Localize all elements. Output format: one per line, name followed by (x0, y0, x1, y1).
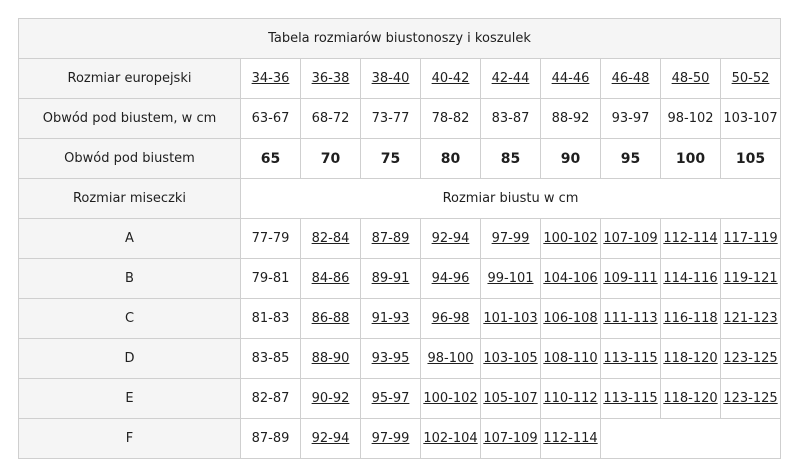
bust-size-cell[interactable]: 82-84 (301, 219, 361, 259)
underbust-cm-cell: 63-67 (241, 99, 301, 139)
bust-size-header: Rozmiar biustu w cm (241, 179, 781, 219)
bust-size-cell[interactable]: 94-96 (421, 259, 481, 299)
underbust-row (19, 139, 781, 179)
underbust-cell: 65 (241, 139, 301, 179)
european-size-cell[interactable]: 48-50 (661, 59, 721, 99)
european-size-cell[interactable]: 40-42 (421, 59, 481, 99)
bust-size-cell[interactable]: 113-115 (601, 339, 661, 379)
bust-size-cell[interactable]: 123-125 (721, 339, 781, 379)
bust-size-cell[interactable]: 102-104 (421, 419, 481, 459)
bust-size-cell[interactable]: 93-95 (361, 339, 421, 379)
underbust-cell: 75 (361, 139, 421, 179)
cup-row-f (19, 419, 781, 459)
cup-row-d (19, 339, 781, 379)
bust-size-cell[interactable]: 111-113 (601, 299, 661, 339)
bust-size-cell[interactable]: 116-118 (661, 299, 721, 339)
underbust-cm-cell: 83-87 (481, 99, 541, 139)
bust-size-cell[interactable]: 99-101 (481, 259, 541, 299)
bust-size-cell[interactable]: 84-86 (301, 259, 361, 299)
european-size-cell[interactable]: 34-36 (241, 59, 301, 99)
european-size-cell[interactable]: 36-38 (301, 59, 361, 99)
cup-label: D (19, 339, 241, 379)
underbust-cell: 105 (721, 139, 781, 179)
underbust-cell: 70 (301, 139, 361, 179)
bust-size-cell[interactable]: 123-125 (721, 379, 781, 419)
underbust-cm-cell: 73-77 (361, 99, 421, 139)
bust-size-cell[interactable]: 101-103 (481, 299, 541, 339)
cup-row-e (19, 379, 781, 419)
bust-size-cell[interactable]: 92-94 (421, 219, 481, 259)
empty-cell (601, 419, 781, 459)
table-title: Tabela rozmiarów biustonoszy i koszulek (19, 19, 781, 59)
underbust-cm-cell: 78-82 (421, 99, 481, 139)
underbust-cm-label: Obwód pod biustem, w cm (19, 99, 241, 139)
underbust-cell: 90 (541, 139, 601, 179)
cup-label: E (19, 379, 241, 419)
bust-size-cell[interactable]: 90-92 (301, 379, 361, 419)
underbust-cm-cell: 103-107 (721, 99, 781, 139)
european-size-cell[interactable]: 42-44 (481, 59, 541, 99)
bust-size-cell[interactable]: 91-93 (361, 299, 421, 339)
bust-size-cell[interactable]: 109-111 (601, 259, 661, 299)
bust-size-cell[interactable]: 95-97 (361, 379, 421, 419)
bust-size-cell: 87-89 (241, 419, 301, 459)
cup-label: C (19, 299, 241, 339)
bust-size-cell[interactable]: 104-106 (541, 259, 601, 299)
underbust-cm-cell: 93-97 (601, 99, 661, 139)
underbust-cm-cell: 68-72 (301, 99, 361, 139)
bust-size-cell[interactable]: 103-105 (481, 339, 541, 379)
european-size-cell[interactable]: 38-40 (361, 59, 421, 99)
underbust-cell: 80 (421, 139, 481, 179)
european-size-label: Rozmiar europejski (19, 59, 241, 99)
bust-size-cell[interactable]: 110-112 (541, 379, 601, 419)
bust-size-cell[interactable]: 107-109 (481, 419, 541, 459)
bust-size-cell: 77-79 (241, 219, 301, 259)
bust-size-cell[interactable]: 97-99 (481, 219, 541, 259)
bust-size-cell[interactable]: 87-89 (361, 219, 421, 259)
bust-size-cell[interactable]: 117-119 (721, 219, 781, 259)
cup-row-c (19, 299, 781, 339)
bust-size-cell[interactable]: 96-98 (421, 299, 481, 339)
bust-size-cell: 83-85 (241, 339, 301, 379)
underbust-cell: 95 (601, 139, 661, 179)
bust-size-cell[interactable]: 119-121 (721, 259, 781, 299)
bust-size-cell[interactable]: 98-100 (421, 339, 481, 379)
bust-size-cell[interactable]: 97-99 (361, 419, 421, 459)
underbust-cm-cell: 88-92 (541, 99, 601, 139)
title-row (19, 19, 781, 59)
bust-size-cell[interactable]: 105-107 (481, 379, 541, 419)
underbust-cm-cell: 98-102 (661, 99, 721, 139)
bust-size-cell[interactable]: 121-123 (721, 299, 781, 339)
cup-row-a (19, 219, 781, 259)
bust-size-cell[interactable]: 114-116 (661, 259, 721, 299)
cup-header-row (19, 179, 781, 219)
bust-size-cell[interactable]: 113-115 (601, 379, 661, 419)
cup-label: B (19, 259, 241, 299)
bust-size-cell[interactable]: 106-108 (541, 299, 601, 339)
bust-size-cell[interactable]: 100-102 (541, 219, 601, 259)
cup-row-b (19, 259, 781, 299)
bust-size-cell[interactable]: 107-109 (601, 219, 661, 259)
european-size-cell[interactable]: 50-52 (721, 59, 781, 99)
underbust-cell: 85 (481, 139, 541, 179)
bust-size-cell[interactable]: 100-102 (421, 379, 481, 419)
underbust-cell: 100 (661, 139, 721, 179)
cup-size-header: Rozmiar miseczki (19, 179, 241, 219)
size-chart (18, 18, 781, 459)
european-size-row (19, 59, 781, 99)
cup-label: F (19, 419, 241, 459)
bust-size-cell[interactable]: 92-94 (301, 419, 361, 459)
size-table (18, 18, 781, 459)
bust-size-cell[interactable]: 112-114 (661, 219, 721, 259)
bust-size-cell[interactable]: 118-120 (661, 379, 721, 419)
european-size-cell[interactable]: 46-48 (601, 59, 661, 99)
bust-size-cell[interactable]: 108-110 (541, 339, 601, 379)
bust-size-cell: 82-87 (241, 379, 301, 419)
underbust-label: Obwód pod biustem (19, 139, 241, 179)
bust-size-cell[interactable]: 118-120 (661, 339, 721, 379)
bust-size-cell: 79-81 (241, 259, 301, 299)
bust-size-cell[interactable]: 89-91 (361, 259, 421, 299)
bust-size-cell[interactable]: 86-88 (301, 299, 361, 339)
bust-size-cell: 81-83 (241, 299, 301, 339)
bust-size-cell[interactable]: 88-90 (301, 339, 361, 379)
cup-label: A (19, 219, 241, 259)
underbust-cm-row (19, 99, 781, 139)
european-size-cell[interactable]: 44-46 (541, 59, 601, 99)
bust-size-cell[interactable]: 112-114 (541, 419, 601, 459)
